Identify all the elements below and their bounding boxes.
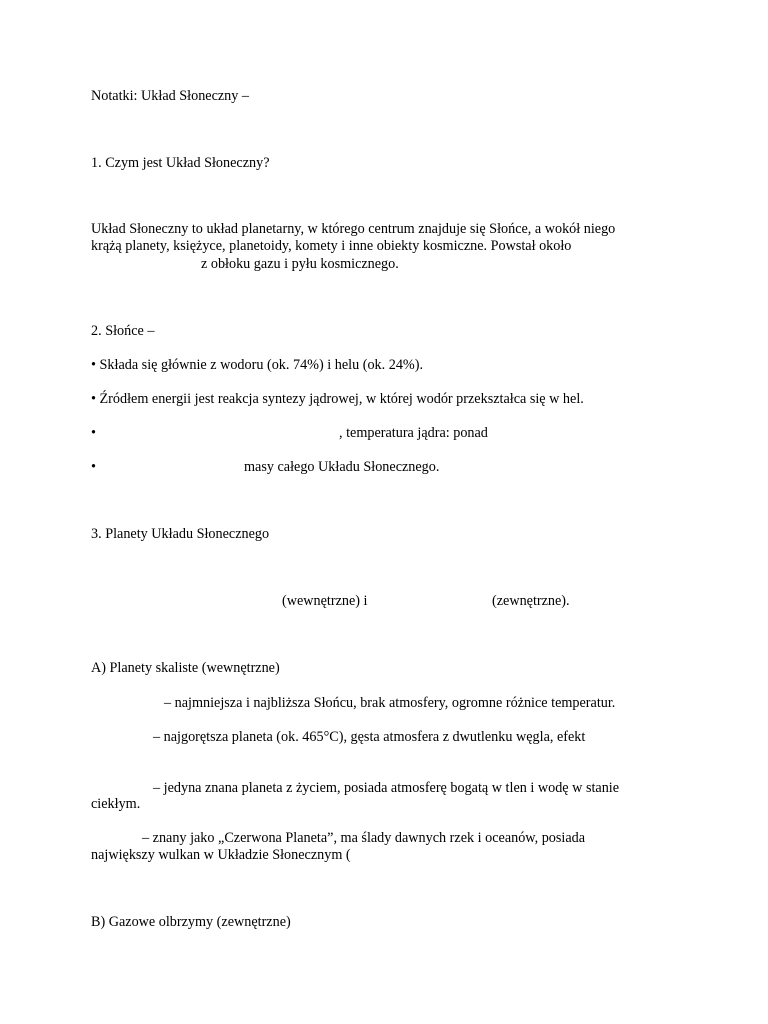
earth-description-line-1: – jedyna znana planeta z życiem, posiada atmosferę bogatą w tlen i wodę w stanie: [153, 780, 620, 796]
subsection-a-heading: A) Planety skaliste (wewnętrzne): [91, 660, 280, 676]
section-3-heading: 3. Planety Układu Słonecznego: [91, 526, 270, 542]
sun-bullet-composition: • Składa się głównie z wodoru (ok. 74%) i helu (ok. 24%).: [91, 357, 423, 373]
sun-bullet-mass: masy całego Układu Słonecznego.: [244, 459, 440, 475]
section-2-heading: 2. Słońce –: [91, 323, 155, 339]
venus-description: – najgorętsza planeta (ok. 465°C), gęsta atmosfera z dwutlenku węgla, efekt: [153, 729, 586, 745]
subsection-b-heading: B) Gazowe olbrzymy (zewnętrzne): [91, 914, 291, 930]
sun-bullet-temperature: , temperatura jądra: ponad: [339, 425, 488, 441]
sun-bullet-energy: • Źródłem energii jest reakcja syntezy jądrowej, w której wodór przekształca się w hel.: [91, 391, 584, 407]
section-1-paragraph-line-1: Układ Słoneczny to układ planetarny, w którego centrum znajduje się Słońce, a wokół niego: [91, 221, 616, 237]
mercury-description: – najmniejsza i najbliższa Słońcu, brak atmosfery, ogromne różnice temperatur.: [164, 695, 616, 711]
section-1-paragraph-line-3: z obłoku gazu i pyłu kosmicznego.: [201, 256, 399, 272]
planets-outer-label: (zewnętrzne).: [492, 593, 570, 609]
planets-inner-label: (wewnętrzne) i: [282, 593, 368, 609]
earth-description-line-2: ciekłym.: [91, 796, 141, 812]
bullet-marker: •: [91, 425, 96, 441]
section-1-paragraph-line-2: krążą planety, księżyce, planetoidy, komety i inne obiekty kosmiczne. Powstał około: [91, 238, 572, 254]
document-title: Notatki: Układ Słoneczny –: [91, 88, 250, 104]
mars-description-line-2: największy wulkan w Układzie Słonecznym (: [91, 847, 351, 863]
bullet-marker: •: [91, 459, 96, 475]
section-1-heading: 1. Czym jest Układ Słoneczny?: [91, 155, 270, 171]
mars-description-line-1: – znany jako „Czerwona Planeta”, ma ślady dawnych rzek i oceanów, posiada: [142, 830, 586, 846]
